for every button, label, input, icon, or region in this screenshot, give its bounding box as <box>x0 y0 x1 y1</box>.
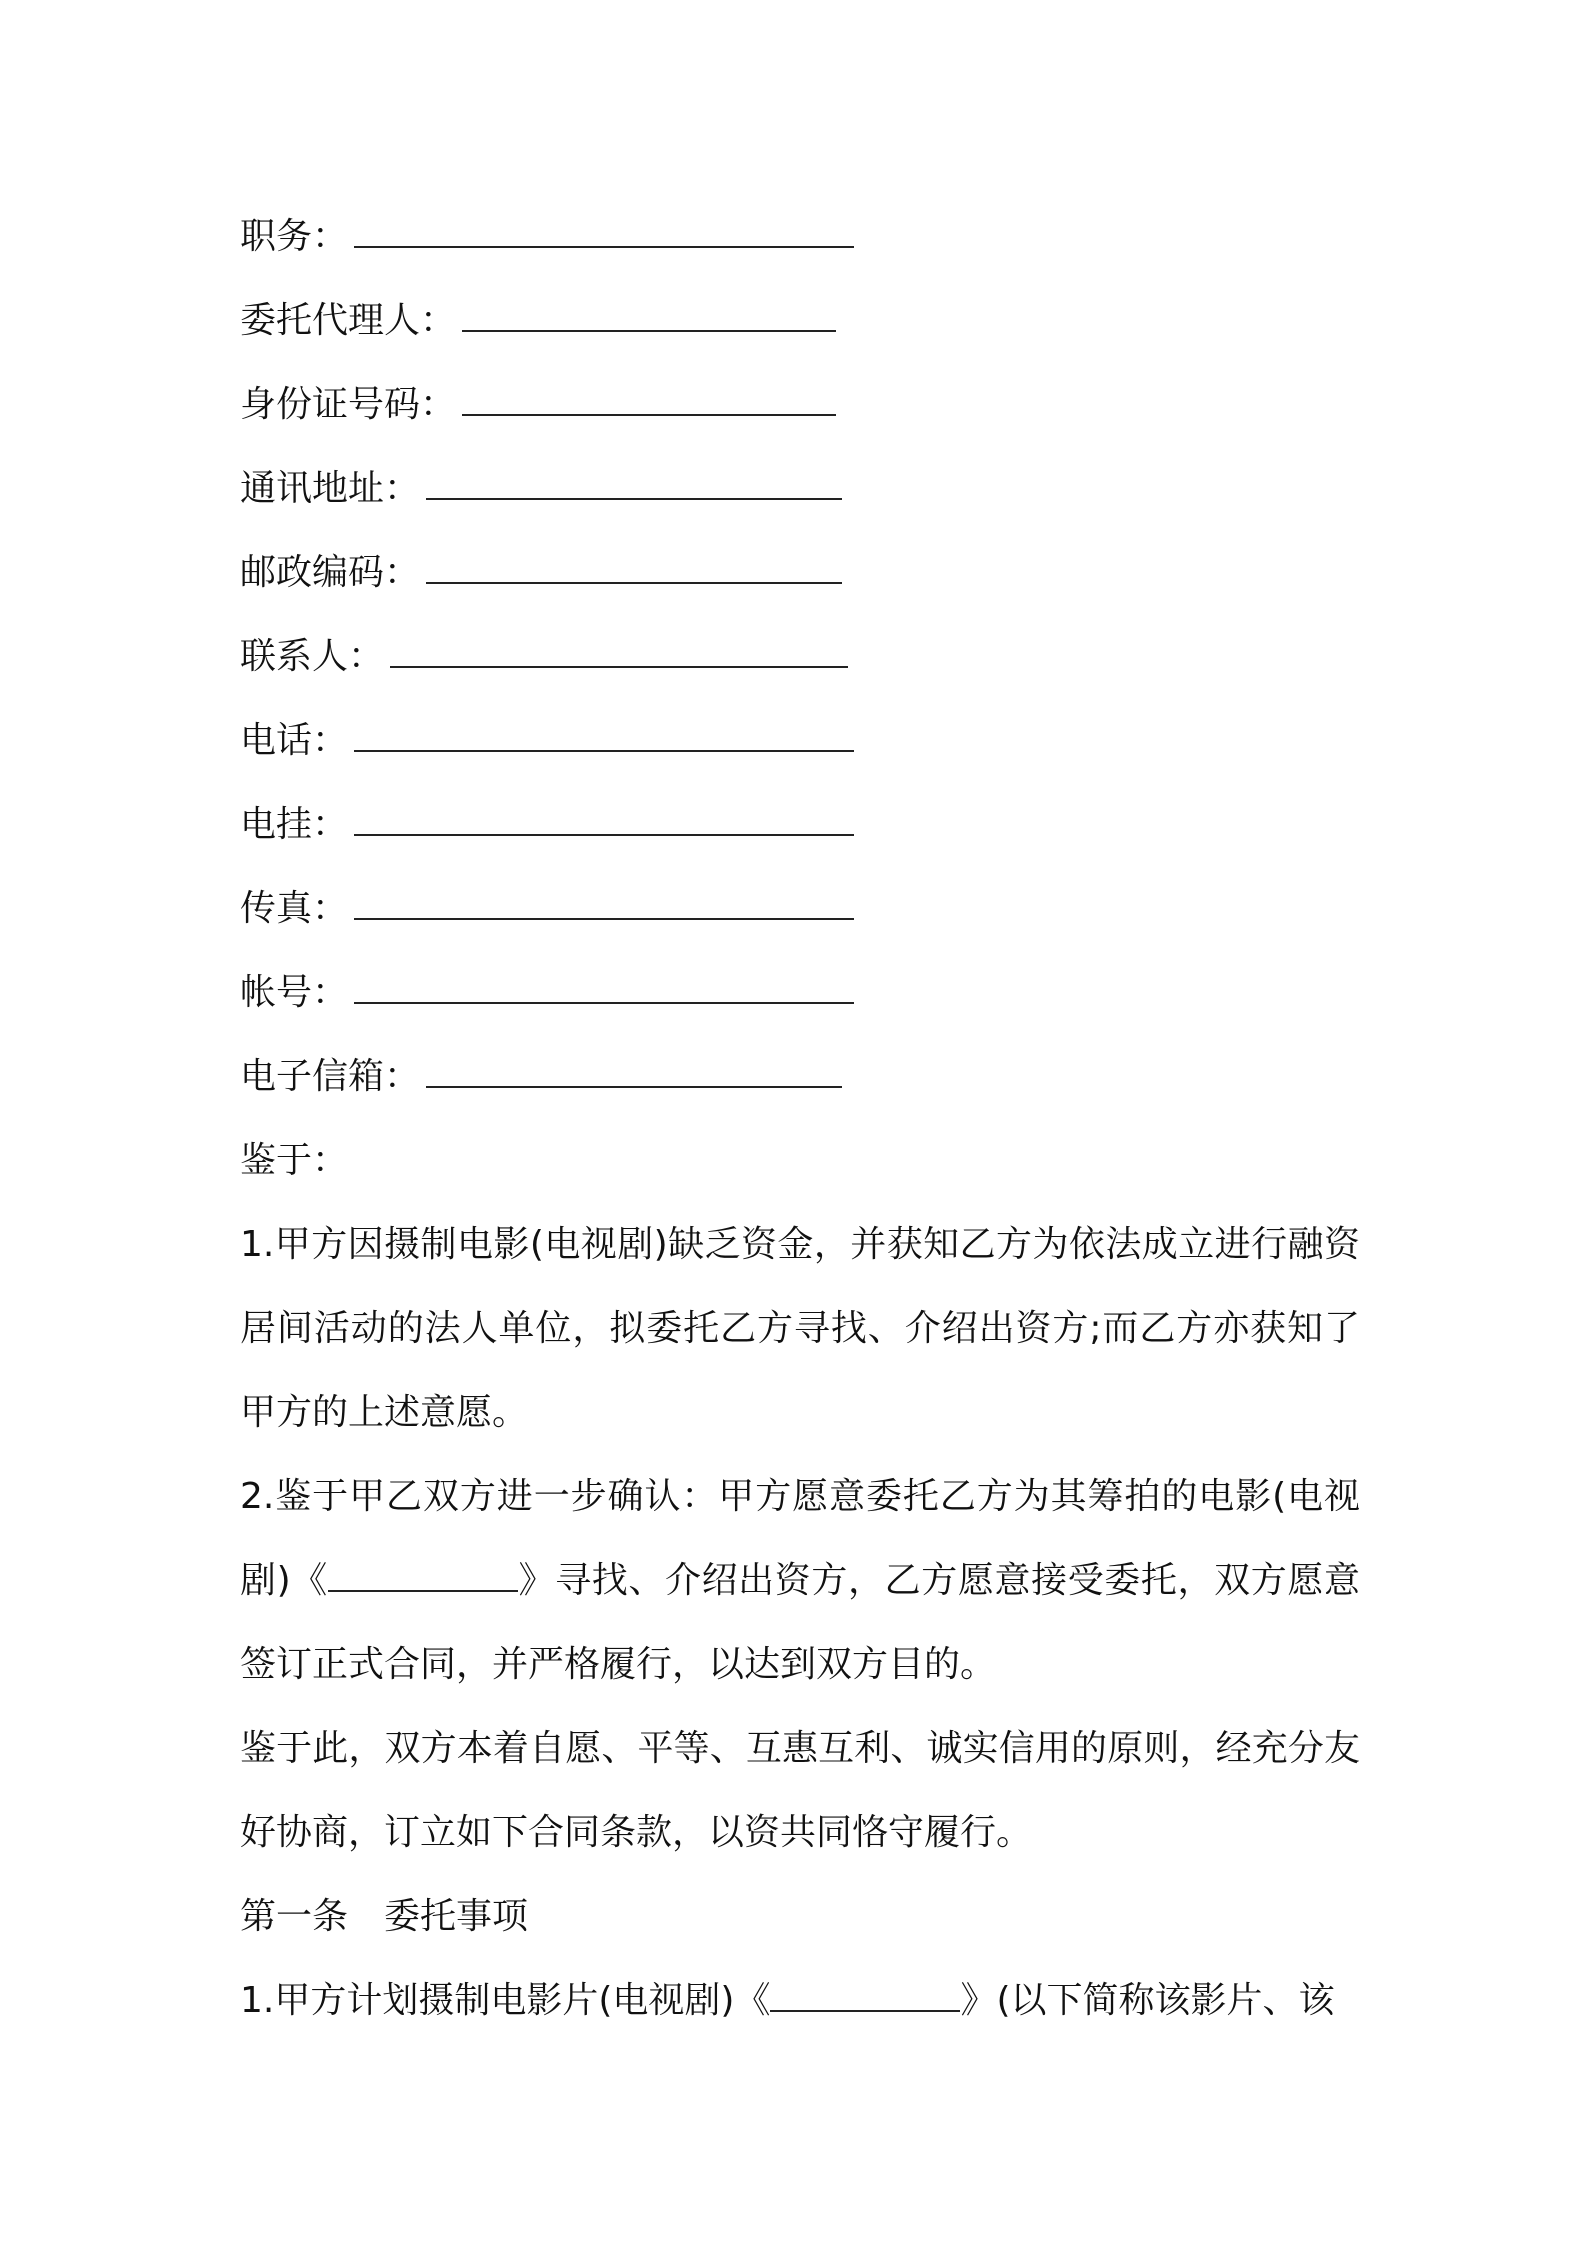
field-fax <box>240 867 1360 951</box>
field-label: 电话： <box>240 720 349 761</box>
field-id-number <box>240 363 1360 447</box>
field-label: 联系人： <box>240 636 385 677</box>
blank-line <box>462 386 836 416</box>
title-blank <box>328 1562 518 1592</box>
blank-line <box>354 890 854 920</box>
field-label: 身份证号码： <box>240 384 457 425</box>
field-agent <box>240 279 1360 363</box>
field-label: 电子信箱： <box>240 1056 421 1097</box>
field-label: 电挂： <box>240 804 349 845</box>
paragraph-2-text-before: 2.鉴于甲乙双方进一步确认：甲方愿意委托乙方为其筹拍的电影(电视剧)《 <box>240 1476 1360 1601</box>
field-cable <box>240 783 1360 867</box>
blank-line <box>354 974 854 1004</box>
field-label: 邮政编码： <box>240 552 421 593</box>
paragraph-2 <box>240 1455 1360 1707</box>
blank-line <box>462 302 836 332</box>
field-label: 通讯地址： <box>240 468 421 509</box>
field-contact <box>240 615 1360 699</box>
paragraph-3: 鉴于此，双方本着自愿、平等、互惠互利、诚实信用的原则，经充分友好协商，订立如下合同条款，以资共同恪守履行。 <box>240 1728 1360 1853</box>
blank-line <box>390 638 848 668</box>
title-blank <box>770 1982 960 2012</box>
paragraph-2-text-after: 》寻找、介绍出资方，乙方愿意接受委托，双方愿意签订正式合同，并严格履行，以达到双方目的。 <box>240 1560 1360 1685</box>
field-label: 帐号： <box>240 972 349 1013</box>
article-1-title: 第一条 委托事项 <box>240 1896 529 1937</box>
field-address <box>240 447 1360 531</box>
paragraph-4-text-before: 1.甲方计划摄制电影片(电视剧)《 <box>240 1980 771 2021</box>
document-page <box>240 195 1360 2043</box>
field-email <box>240 1035 1360 1119</box>
field-label: 职务： <box>240 216 349 257</box>
blank-line <box>354 722 854 752</box>
paragraph-4 <box>240 1959 1360 2043</box>
whereas-title: 鉴于： <box>240 1140 349 1181</box>
field-label: 委托代理人： <box>240 300 457 341</box>
blank-line <box>354 218 854 248</box>
blank-line <box>426 554 842 584</box>
field-label: 传真： <box>240 888 349 929</box>
field-position <box>240 195 1360 279</box>
blank-line <box>354 806 854 836</box>
blank-line <box>426 470 842 500</box>
field-phone <box>240 699 1360 783</box>
blank-line <box>426 1058 842 1088</box>
paragraph-1: 1.甲方因摄制电影(电视剧)缺乏资金，并获知乙方为依法成立进行融资居间活动的法人单位，拟委托乙方寻找、介绍出资方;而乙方亦获知了甲方的上述意愿。 <box>240 1224 1360 1433</box>
field-postcode <box>240 531 1360 615</box>
field-account <box>240 951 1360 1035</box>
paragraph-4-text-after: 》(以下简称该影片、该 <box>960 1980 1335 2021</box>
